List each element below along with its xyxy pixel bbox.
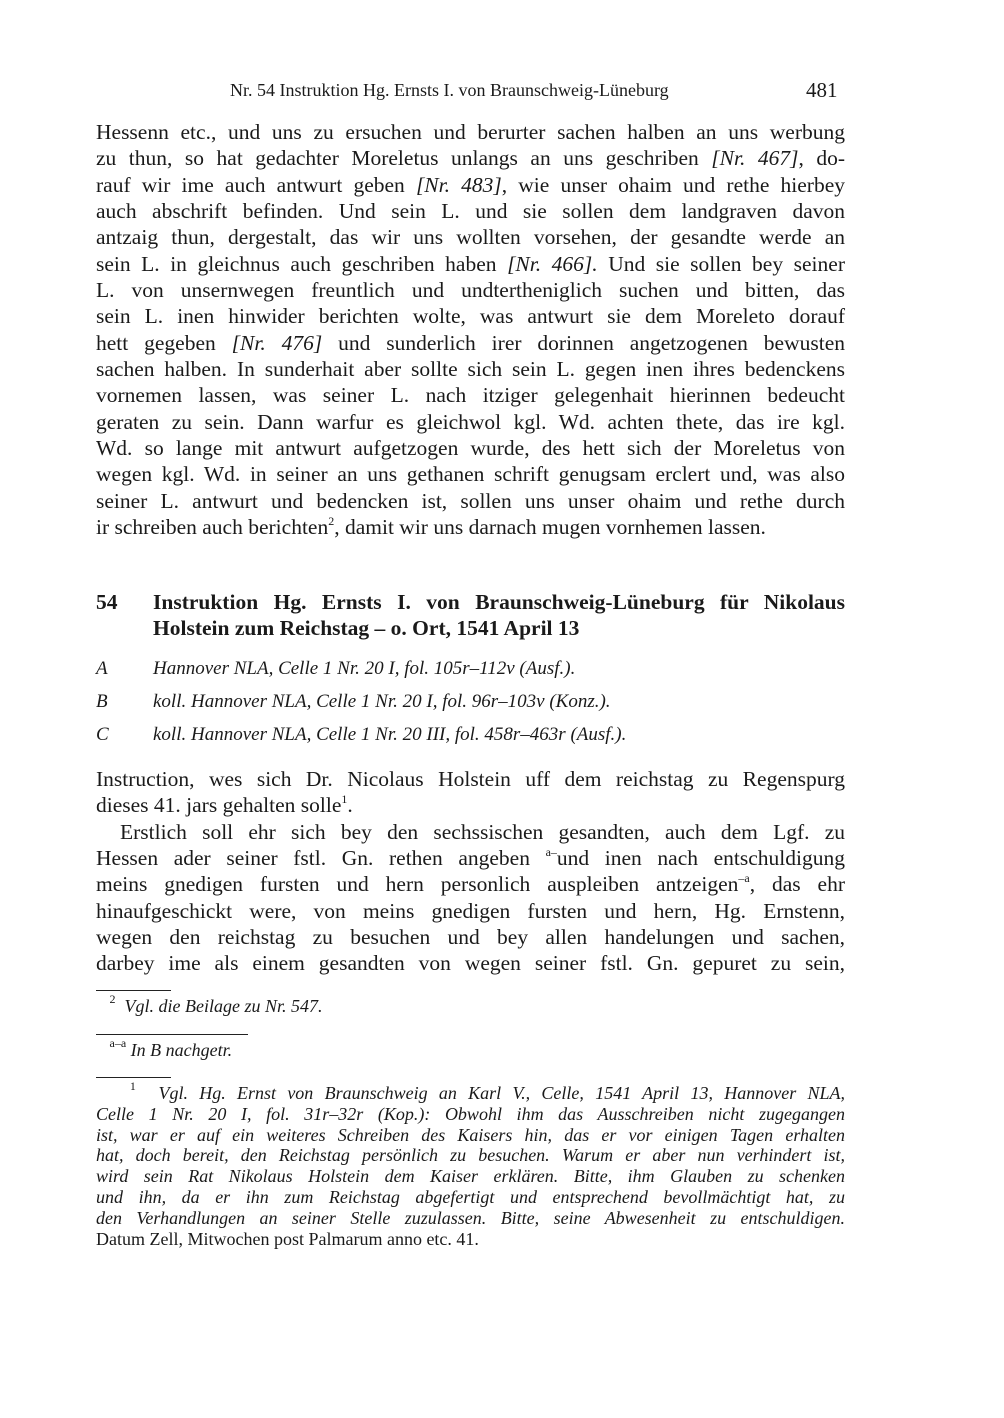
text-line: [96, 303, 845, 329]
text-line: [96, 819, 845, 845]
text-segment: wegen den reichstag zu besuchen und bey allen handelungen und sachen,: [96, 925, 845, 950]
text-line: [96, 330, 845, 356]
text-segment: rauf wir ime auch antwurt geben: [96, 172, 416, 197]
footnote-rule: [96, 1077, 171, 1078]
section-heading: [96, 589, 845, 641]
text-segment: auch abschrift befinden. Und sein L. und sie sollen dem landgraven davon: [96, 199, 845, 224]
text-segment: L. von unsernwegen freuntlich und undtertheniglich suchen und bitten, das: [96, 278, 845, 303]
footnote-mark: 1: [129, 1079, 136, 1093]
text-segment: antzaig thun, dergestalt, das wir uns wollten vorsehen, der gesandte werde an: [96, 225, 845, 250]
footnote-text: Vgl. Hg. Ernst von Braunschweig an Karl V., Celle, 1541 April 13, Hannover NLA,: [158, 1083, 846, 1103]
text-segment: sein L. inen hinwider berichten wolte, was antwurt sie dem Moreleto dorauf: [96, 304, 845, 329]
footnote-line: [96, 1208, 845, 1229]
source-c: [96, 724, 626, 746]
text-segment: , das ehr: [749, 872, 845, 897]
text-segment: zu thun, so hat gedachter Moreletus unlangs an uns geschriben: [96, 146, 712, 171]
text-segment: meins gnedigen fursten und hern personlich auspleiben antzeigen: [96, 872, 739, 897]
text-segment: darbey ime als einem gesandten von wegen seiner fstl. Gn. gepuret zu sein,: [96, 951, 845, 976]
source-b: [96, 691, 611, 713]
text-line: [96, 845, 845, 871]
text-segment: seiner L. antwurt und bedencken ist, sollen uns unser ohaim und rethe durch: [96, 488, 845, 513]
footnote-line: [96, 1166, 845, 1187]
text-segment: Erstlich soll ehr sich bey den sechssischen gesandten, auch dem Lgf. zu: [120, 819, 845, 844]
text-line: [96, 924, 845, 950]
text-line: [96, 461, 845, 487]
text-segment: hett gegeben: [96, 330, 232, 355]
instruction-text: [96, 766, 845, 977]
editorial-reference: [Nr. 476]: [231, 330, 323, 355]
text-segment: Und sie sollen bey seiner: [597, 251, 845, 276]
footnote-text: hat, doch bereit, den Reichstag persönlich zu besuchen. Warum er aber nun verhindert ist,: [96, 1145, 845, 1166]
text-line: [96, 172, 845, 198]
footnote-closing: Datum Zell, Mitwochen post Palmarum anno etc. 41.: [96, 1228, 479, 1249]
footnote-text: und ihn, da er ihn zum Reichstag abgefertigt und entsprechend bevollmächtigt hat, zu: [96, 1186, 845, 1207]
editorial-reference: [Nr. 466].: [507, 251, 598, 276]
footnote-2: [96, 992, 845, 1017]
footnote-text: ist, war er auf ein weiteres Schreiben des Kaisers hin, das er vor einigen Tagen erhalten: [96, 1124, 845, 1145]
note-marker: a–: [545, 845, 557, 860]
page-number: 481: [806, 78, 838, 102]
text-segment: Hessen ader seiner fstl. Gn. rethen angeben: [96, 846, 546, 871]
editorial-reference: [Nr. 483]: [415, 172, 502, 197]
text-segment: dieses 41. jars gehalten solle: [96, 793, 342, 818]
footnote-mark: a–a: [109, 1036, 127, 1050]
source-text: Hannover NLA, Celle 1 Nr. 20 I, fol. 105r–112v (Ausf.).: [153, 658, 576, 679]
body-text: [96, 119, 845, 541]
text-line: [96, 766, 845, 792]
text-line: [96, 382, 845, 408]
text-segment: , damit wir uns darnach mugen vornhemen lassen.: [334, 515, 766, 540]
text-segment: .: [347, 793, 353, 818]
footnote-text: Celle 1 Nr. 20 I, fol. 31r–32r (Kop.): Obwohl ihm das Ausschreiben nicht zugegangen: [96, 1103, 845, 1124]
footnote-rule: [96, 990, 171, 991]
source-a: [96, 658, 575, 680]
siglum: C: [96, 724, 109, 745]
footnote-mark: 2: [109, 992, 116, 1006]
running-header: Nr. 54 Instruktion Hg. Ernsts I. von Braunschweig-Lüneburg: [230, 80, 669, 100]
text-segment: sein L. in gleichnus auch geschriben haben: [96, 251, 508, 276]
editorial-reference: [Nr. 467]: [711, 146, 799, 171]
siglum: A: [96, 658, 108, 679]
text-segment: Instruction, wes sich Dr. Nicolaus Holstein uff dem reichstag zu Regenspurg: [96, 767, 845, 791]
text-line: [96, 356, 845, 382]
text-line: [96, 251, 845, 277]
text-line: [96, 514, 845, 540]
section-title: Instruktion Hg. Ernsts I. von Braunschweig-Lüneburg für Nikolaus Holstein zum Reichstag – o. Ort, 1541 April 13: [153, 590, 845, 640]
footnote-text: Vgl. die Beilage zu Nr. 547.: [124, 996, 323, 1016]
footnote-line: [96, 1079, 846, 1104]
text-line: [96, 198, 845, 224]
footnote-text: In B nachgetr.: [130, 1040, 233, 1060]
source-text: koll. Hannover NLA, Celle 1 Nr. 20 I, fol. 96r–103v (Konz.).: [153, 691, 611, 712]
note-marker: –a: [738, 871, 750, 886]
text-line: [96, 277, 845, 303]
footnote-a: [96, 1036, 845, 1061]
text-segment: sachen halben. In sunderhait aber sollte sich sein L. gegen inen ihres bedenckens: [96, 357, 845, 382]
source-text: koll. Hannover NLA, Celle 1 Nr. 20 III, fol. 458r–463r (Ausf.).: [153, 724, 627, 745]
text-line: [96, 119, 845, 145]
text-segment: vornemen lassen, was seiner L. nach itziger gelegenhait hierinnen bedeucht: [96, 383, 845, 408]
text-line: [96, 488, 845, 514]
siglum: B: [96, 691, 108, 712]
text-line: [96, 898, 845, 924]
text-segment: Wd. so lange mit antwurt aufgetzogen wurde, des hett sich der Moreletus von: [96, 436, 845, 461]
text-line: [96, 950, 845, 976]
text-line: [96, 871, 845, 897]
note-marker: 1: [341, 792, 348, 807]
text-segment: und inen nach entschuldigung: [556, 846, 845, 871]
footnote-line: [96, 1104, 845, 1125]
footnote-rule: [96, 1034, 248, 1035]
text-segment: , do-: [798, 146, 845, 171]
note-marker: 2: [328, 514, 335, 529]
text-segment: geraten zu sein. Dann warfur es gleichwol kgl. Wd. achten thete, das ire kgl.: [96, 409, 845, 434]
text-line: [96, 145, 845, 171]
text-segment: ir schreiben auch berichten: [96, 515, 329, 540]
text-line: [96, 409, 845, 435]
text-segment: wegen kgl. Wd. in seiner an uns gethanen schrift genugsam erclert und, was also: [96, 462, 845, 487]
footnote-text: den Verhandlungen an seiner Stelle zuzulassen. Bitte, seine Abwesenheit zu entschuldigen.: [96, 1207, 845, 1228]
text-segment: hinaufgeschickt were, von meins gnedigen fursten und hern, Hg. Ernstenn,: [96, 898, 845, 923]
text-segment: und sunderlich irer dorinnen angetzogenen bewusten: [322, 330, 845, 355]
footnote-line: [96, 1145, 845, 1166]
text-segment: Hessenn etc., und uns zu ersuchen und berurter sachen halben an uns werbung: [96, 120, 845, 144]
section-number: 54: [96, 590, 118, 614]
footnote-1: [96, 1079, 846, 1249]
text-line: [96, 435, 845, 461]
text-line: [96, 792, 845, 818]
text-segment: , wie unser ohaim und rethe hierbey: [501, 172, 846, 197]
text-line: [96, 224, 845, 250]
footnote-line: [96, 1125, 845, 1146]
footnote-text: wird sein Rat Nikolaus Holstein dem Kaiser erklären. Bitte, ihm Glauben zu schenken: [96, 1166, 845, 1187]
footnote-line: [96, 1187, 845, 1208]
